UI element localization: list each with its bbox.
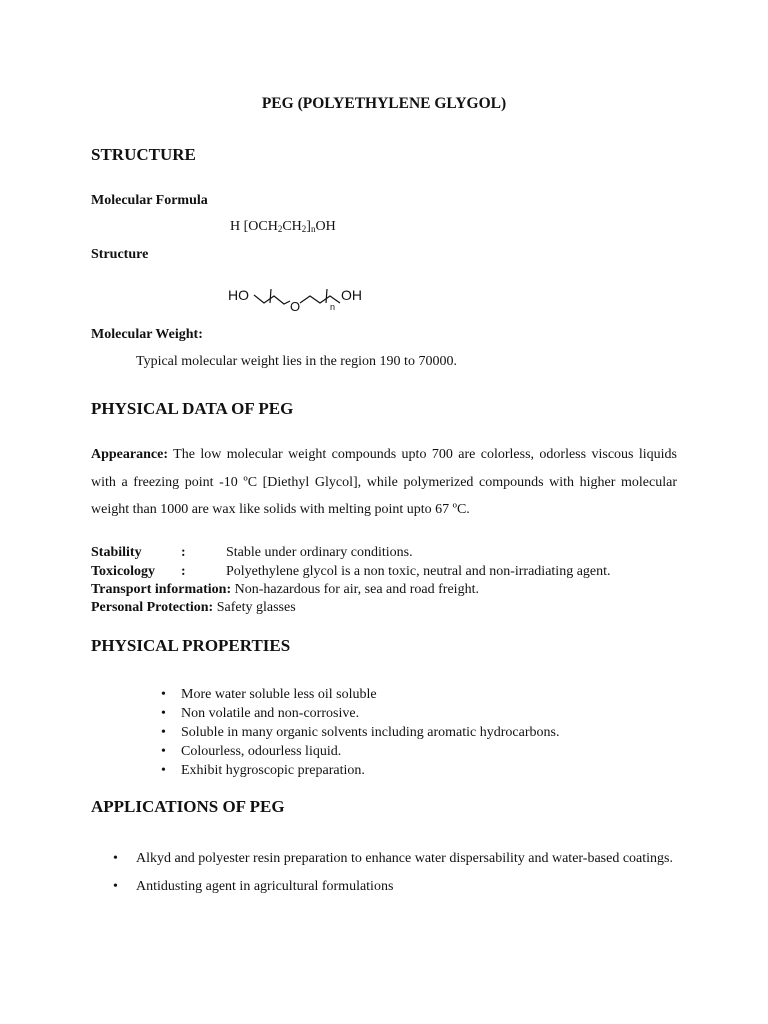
transport-value: Non-hazardous for air, sea and road freight.	[234, 582, 479, 597]
formula-part: OH	[315, 219, 336, 234]
hydroxyl-right: OH	[341, 287, 362, 303]
bullet-icon: •	[113, 851, 118, 866]
protection-row	[91, 600, 296, 616]
page-title: PEG (POLYETHYLENE GLYGOL)	[261, 95, 507, 112]
stability-row	[91, 545, 691, 561]
list-item	[113, 873, 677, 901]
stability-value: Stable under ordinary conditions.	[226, 545, 413, 560]
formula-subscript: 2	[301, 224, 307, 234]
list-item	[161, 704, 559, 723]
list-item-text: Colourless, odourless liquid.	[181, 744, 342, 759]
chain-bond	[254, 295, 290, 304]
list-item-text: More water soluble less oil soluble	[181, 687, 377, 702]
molecular-weight-label: Molecular Weight:	[91, 327, 203, 342]
transport-label: Transport information:	[91, 582, 232, 597]
protection-label: Personal Protection:	[91, 600, 214, 615]
list-item-text: Alkyd and polyester resin preparation to enhance water dispersability and water-based coatings.	[136, 851, 673, 866]
physical-properties-list	[161, 685, 559, 780]
formula-subscript: 2	[277, 224, 283, 234]
bullet-icon: •	[161, 744, 166, 759]
appearance-text: The low molecular weight compounds upto 700 are colorless, odorless viscous liquids with a freezing point -10 ºC [Diethyl Glycol], while polymerized compounds with higher molecular weight than 1000 are wax like solids with melting point upto 67 ºC.	[91, 447, 677, 517]
formula-subscript: n	[310, 224, 316, 234]
list-item	[161, 723, 559, 742]
physical-data-heading: PHYSICAL DATA OF PEG	[91, 399, 294, 418]
hydroxyl-left: HO	[228, 287, 249, 303]
toxicology-value: Polyethylene glycol is a non toxic, neutral and non-irradiating agent.	[226, 564, 611, 579]
structure-heading: STRUCTURE	[91, 145, 196, 164]
applications-list	[113, 845, 677, 900]
list-item	[113, 845, 677, 873]
molecular-formula-label: Molecular Formula	[91, 193, 208, 208]
formula-part: ]	[306, 219, 311, 234]
list-item	[161, 685, 559, 704]
list-item-text: Non volatile and non-corrosive.	[181, 706, 360, 721]
molecular-weight-text: Typical molecular weight lies in the region 190 to 70000.	[136, 354, 457, 369]
formula-part: CH	[282, 219, 302, 234]
physical-properties-heading: PHYSICAL PROPERTIES	[91, 636, 291, 655]
protection-value: Safety glasses	[216, 600, 296, 615]
list-item-text: Soluble in many organic solvents including aromatic hydrocarbons.	[181, 725, 560, 740]
list-item	[161, 742, 559, 761]
bullet-icon: •	[113, 878, 118, 894]
ether-oxygen: O	[290, 299, 301, 314]
transport-row	[91, 582, 479, 598]
bracket-left	[270, 289, 271, 303]
bullet-icon: •	[161, 706, 166, 721]
bullet-icon: •	[161, 687, 166, 702]
structure-diagram	[226, 283, 366, 317]
bullet-icon: •	[161, 763, 166, 778]
bracket-right	[326, 289, 327, 303]
list-item-text: Exhibit hygroscopic preparation.	[181, 763, 365, 778]
appearance-paragraph	[91, 441, 677, 524]
toxicology-row	[91, 564, 691, 580]
molecular-formula	[230, 219, 336, 235]
repeat-subscript: n	[330, 302, 336, 312]
bullet-icon: •	[161, 725, 166, 740]
list-item	[161, 761, 559, 780]
structure-label: Structure	[91, 247, 149, 262]
formula-part: H [OCH	[230, 219, 278, 234]
list-item-text: Antidusting agent in agricultural formulations	[136, 878, 394, 894]
stability-colon: :	[181, 545, 186, 560]
stability-label: Stability	[91, 545, 142, 560]
toxicology-colon: :	[181, 564, 186, 579]
applications-heading: APPLICATIONS OF PEG	[91, 797, 285, 816]
appearance-label: Appearance:	[91, 447, 168, 462]
toxicology-label: Toxicology	[91, 564, 156, 579]
